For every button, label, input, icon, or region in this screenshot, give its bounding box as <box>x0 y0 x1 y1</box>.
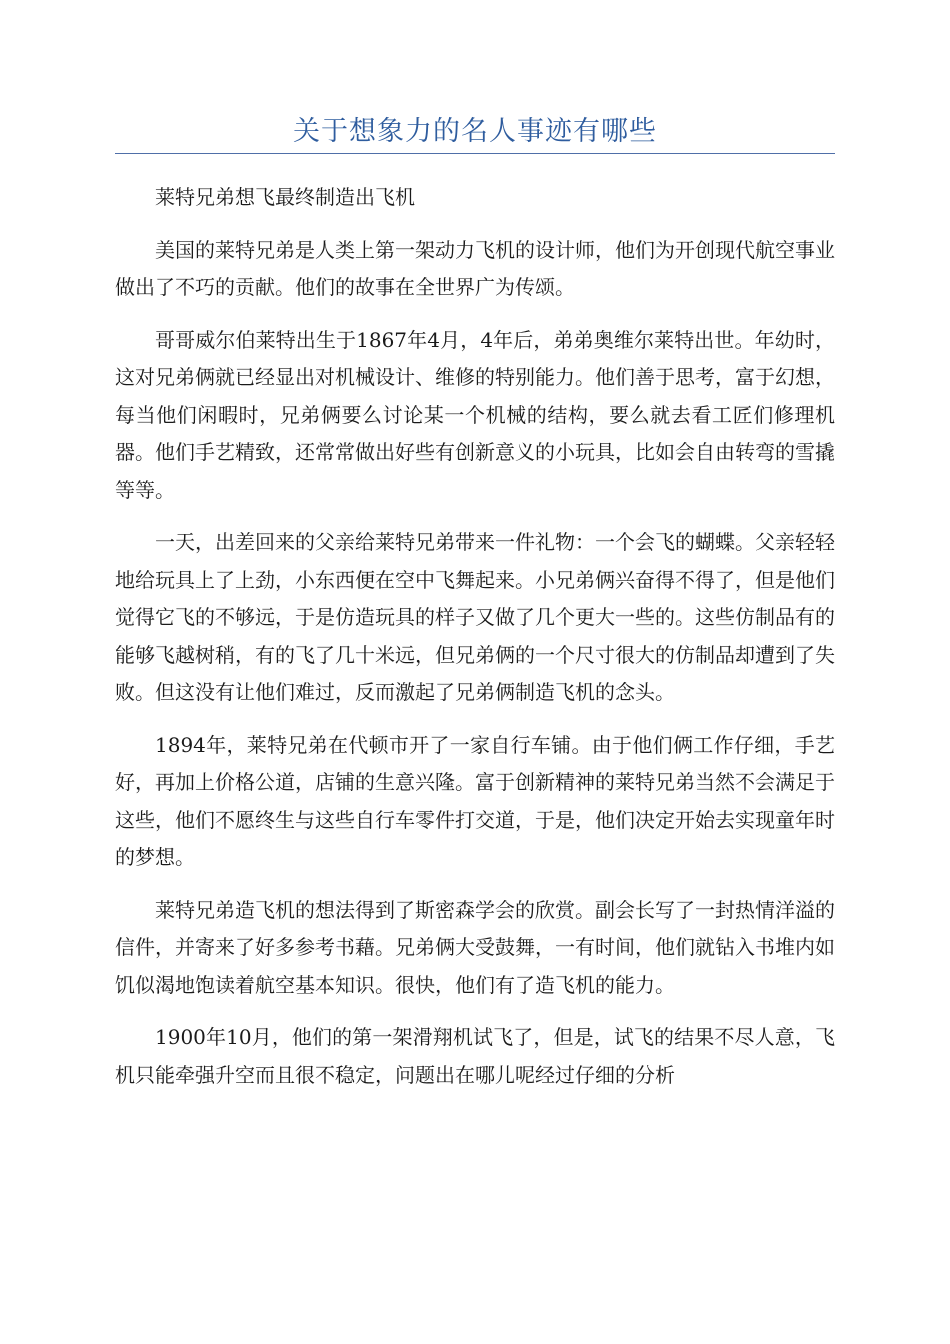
document-title: 关于想象力的名人事迹有哪些 <box>293 116 657 147</box>
section-heading-paragraph: 莱特兄弟想飞最终制造出飞机 <box>155 185 415 209</box>
body-paragraph: 莱特兄弟造飞机的想法得到了斯密森学会的欣赏。副会长写了一封热情洋溢的信件，并寄来了好多参考书藉。兄弟俩大受鼓舞，一有时间，他们就钻入书堆内如饥似渴地饱读着航空基本知识。很快，他们有了造飞机的能力。 <box>115 897 835 997</box>
title-underline-divider <box>115 153 835 154</box>
body-paragraph: 1894年，莱特兄弟在代顿市开了一家自行车铺。由于他们俩工作仔细，手艺好，再加上价格公道，店铺的生意兴隆。富于创新精神的莱特兄弟当然不会满足于这些，他们不愿终生与这些自行车零件打交道，于是，他们决定开始去实现童年时的梦想。 <box>115 732 835 869</box>
body-paragraph: 一天，出差回来的父亲给莱特兄弟带来一件礼物：一个会飞的蝴蝶。父亲轻轻地给玩具上了上劲，小东西便在空中飞舞起来。小兄弟俩兴奋得不得了，但是他们觉得它飞的不够远，于是仿造玩具的样子又做了几个更大一些的。这些仿制品有的能够飞越树稍，有的飞了几十米远，但兄弟俩的一个尺寸很大的仿制品却遭到了失败。但这没有让他们难过，反而激起了兄弟俩制造飞机的念头。 <box>115 530 835 704</box>
body-paragraph: 1900年10月，他们的第一架滑翔机试飞了，但是，试飞的结果不尽人意，飞机只能牵强升空而且很不稳定，问题出在哪儿呢经过仔细的分析 <box>115 1025 835 1087</box>
body-paragraph: 哥哥威尔伯莱特出生于1867年4月，4年后，弟弟奥维尔莱特出世。年幼时，这对兄弟俩就已经显出对机械设计、维修的特别能力。他们善于思考，富于幻想，每当他们闲暇时，兄弟俩要么讨论某一个机械的结构，要么就去看工匠们修理机器。他们手艺精致，还常常做出好些有创新意义的小玩具，比如会自由转弯的雪撬等等。 <box>115 327 835 502</box>
document-body <box>115 179 835 1109</box>
body-paragraph: 美国的莱特兄弟是人类上第一架动力飞机的设计师，他们为开创现代航空事业做出了不巧的贡献。他们的故事在全世界广为传颂。 <box>115 237 835 299</box>
